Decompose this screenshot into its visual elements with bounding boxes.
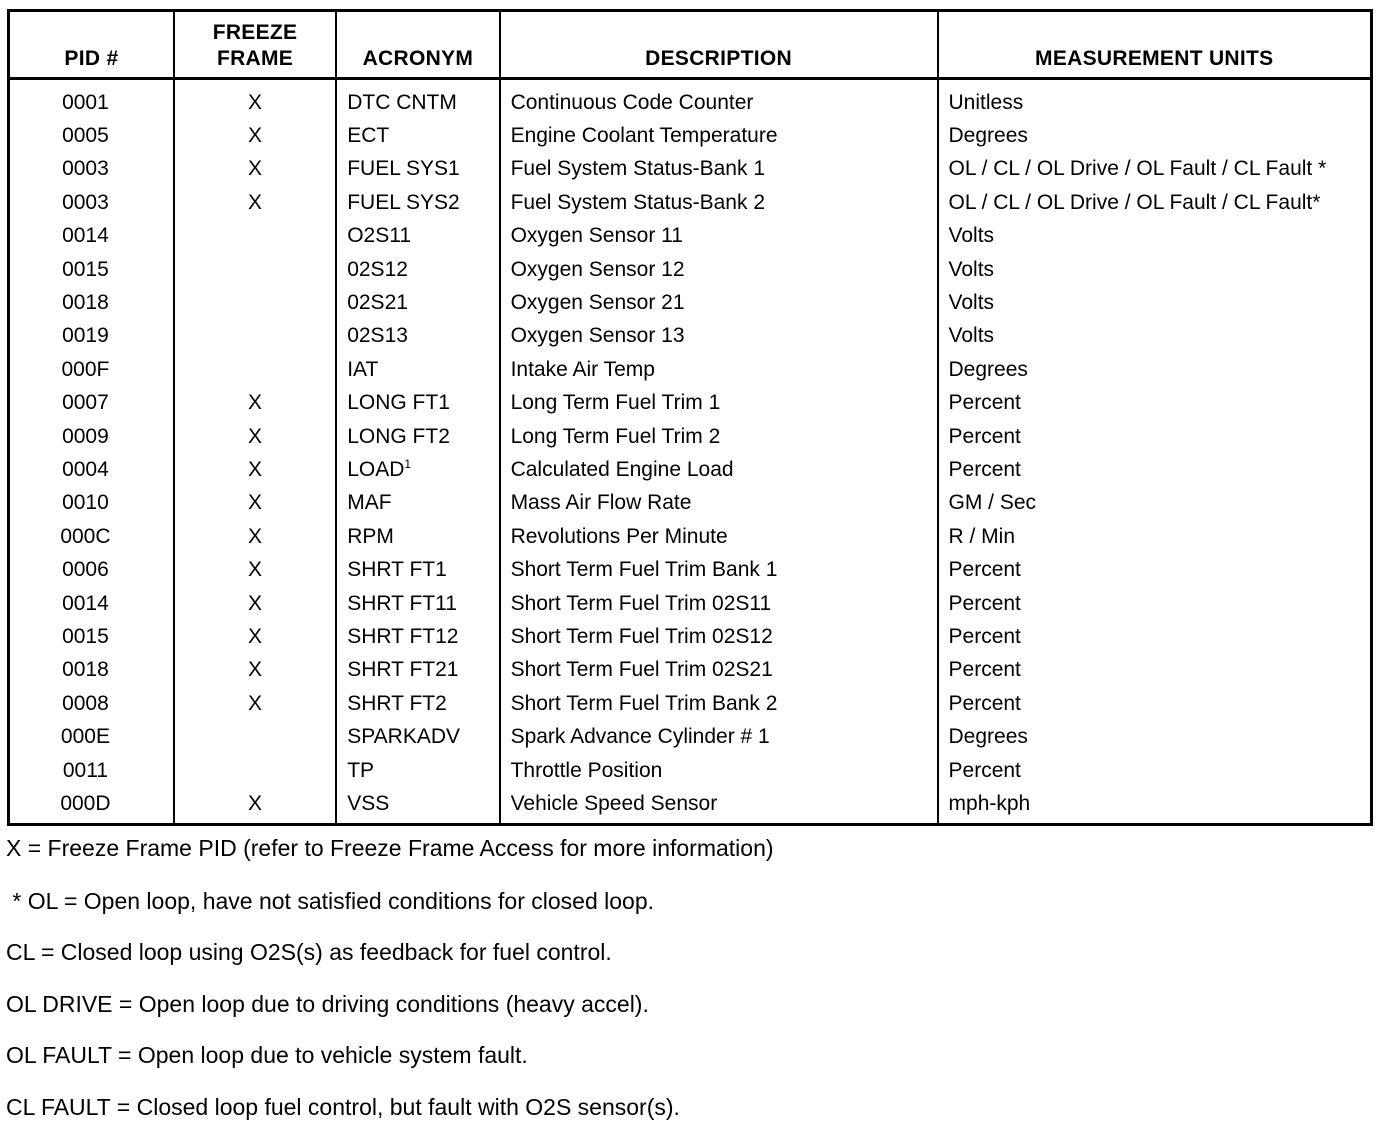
acronym-cell: 02S12 [336,253,499,286]
table-row [9,587,1372,620]
pid-cell: 0018 [62,291,109,315]
pid-cell: 0001 [62,90,109,114]
header-description: DESCRIPTION [500,11,938,79]
description-cell: Long Term Fuel Trim 2 [500,420,938,453]
acronym-cell: SPARKADV [336,720,499,753]
note-ol-drive: OL DRIVE = Open loop due to driving conditions (heavy accel). [6,991,649,1017]
acronym-cell: LONG FT1 [336,387,499,420]
note-ol-fault: OL FAULT = Open loop due to vehicle system fault. [6,1042,528,1068]
pid-cell: 0003 [62,190,109,214]
table-row [9,320,1372,353]
header-pid: PID # [9,11,174,79]
pid-cell: 000F [61,357,110,381]
table-row [9,286,1372,319]
description-cell: Short Term Fuel Trim Bank 2 [500,687,938,720]
description-cell: Short Term Fuel Trim 02S12 [500,620,938,653]
acronym-cell: SHRT FT11 [336,587,499,620]
description-cell: Throttle Position [500,754,938,787]
freeze-frame-cell: X [174,620,336,653]
description-cell: Mass Air Flow Rate [500,487,938,520]
units-cell: Percent [938,387,1372,420]
description-cell: Revolutions Per Minute [500,520,938,553]
freeze-frame-cell [174,286,336,319]
freeze-frame-cell: X [174,420,336,453]
freeze-frame-cell: X [174,119,336,152]
pid-cell: 0018 [62,658,109,682]
acronym-text: LOAD [347,458,405,482]
pid-cell: 0014 [62,224,109,248]
freeze-frame-cell: X [174,787,336,824]
units-cell: OL / CL / OL Drive / OL Fault / CL Fault * [938,153,1372,186]
table-row [9,220,1372,253]
freeze-frame-cell [174,220,336,253]
freeze-frame-cell: X [174,587,336,620]
freeze-frame-cell: X [174,186,336,219]
acronym-footnote: 1 [404,457,412,472]
table-row [9,654,1372,687]
description-cell: Continuous Code Counter [500,79,938,120]
description-cell: Oxygen Sensor 21 [500,286,938,319]
table-row [9,186,1372,219]
pid-cell: 0014 [62,591,109,615]
table-row [9,79,1372,120]
pid-cell: 000D [60,791,111,815]
acronym-cell: TP [336,754,499,787]
pid-cell: 0008 [62,691,109,715]
description-cell: Short Term Fuel Trim 02S11 [500,587,938,620]
freeze-frame-cell [174,754,336,787]
table-row [9,620,1372,653]
acronym-cell [336,453,499,486]
note-cl: CL = Closed loop using O2S(s) as feedback for fuel control. [6,939,612,965]
pid-cell: 0015 [62,257,109,281]
pid-cell: 000C [60,524,111,548]
units-cell: mph-kph [938,787,1372,824]
acronym-cell: VSS [336,787,499,824]
description-cell: Fuel System Status-Bank 2 [500,186,938,219]
freeze-frame-cell: X [174,153,336,186]
table-row [9,687,1372,720]
acronym-cell: 02S13 [336,320,499,353]
table-row [9,720,1372,753]
pid-cell: 0007 [62,391,109,415]
units-cell: Percent [938,620,1372,653]
units-cell: GM / Sec [938,487,1372,520]
description-cell: Long Term Fuel Trim 1 [500,387,938,420]
table-row [9,420,1372,453]
description-cell: Short Term Fuel Trim 02S21 [500,654,938,687]
table-row [9,353,1372,386]
header-row [9,11,1372,79]
units-cell: Percent [938,453,1372,486]
description-cell: Spark Advance Cylinder # 1 [500,720,938,753]
note-ol: * OL = Open loop, have not satisfied conditions for closed loop. [6,888,655,914]
freeze-frame-cell: X [174,654,336,687]
units-cell: Volts [938,320,1372,353]
acronym-cell: DTC CNTM [336,79,499,120]
units-cell: Percent [938,587,1372,620]
units-cell: Degrees [938,119,1372,152]
acronym-cell: SHRT FT1 [336,553,499,586]
units-cell: OL / CL / OL Drive / OL Fault / CL Fault* [938,186,1372,219]
pid-cell: 000E [60,725,110,749]
description-cell: Oxygen Sensor 13 [500,320,938,353]
acronym-cell: SHRT FT2 [336,687,499,720]
description-cell: Engine Coolant Temperature [500,119,938,152]
freeze-frame-cell [174,320,336,353]
units-cell: R / Min [938,520,1372,553]
pid-table [7,9,1373,826]
freeze-frame-cell: X [174,487,336,520]
table-row [9,119,1372,152]
header-freeze-line2: FRAME [216,47,294,70]
header-freeze-line1: FREEZE [212,21,298,44]
units-cell: Percent [938,420,1372,453]
acronym-cell: LONG FT2 [336,420,499,453]
description-cell: Fuel System Status-Bank 1 [500,153,938,186]
pid-cell: 0011 [62,758,109,782]
description-cell: Short Term Fuel Trim Bank 1 [500,553,938,586]
acronym-cell: 02S21 [336,286,499,319]
table-row [9,487,1372,520]
acronym-cell: SHRT FT12 [336,620,499,653]
units-cell: Volts [938,253,1372,286]
freeze-frame-cell: X [174,453,336,486]
note-cl-fault: CL FAULT = Closed loop fuel control, but fault with O2S sensor(s). [6,1094,680,1120]
freeze-frame-cell: X [174,79,336,120]
units-cell: Percent [938,754,1372,787]
units-cell: Degrees [938,353,1372,386]
units-cell: Volts [938,286,1372,319]
table-row [9,253,1372,286]
acronym-cell: O2S11 [336,220,499,253]
table-row [9,787,1372,824]
table-row [9,754,1372,787]
acronym-cell: RPM [336,520,499,553]
freeze-frame-cell: X [174,387,336,420]
pid-cell: 0006 [62,558,109,582]
acronym-cell: FUEL SYS1 [336,153,499,186]
units-cell: Degrees [938,720,1372,753]
units-cell: Percent [938,553,1372,586]
freeze-frame-cell: X [174,520,336,553]
freeze-frame-cell [174,253,336,286]
units-cell: Unitless [938,79,1372,120]
acronym-cell: IAT [336,353,499,386]
header-acronym: ACRONYM [336,11,499,79]
pid-cell: 0010 [62,491,109,515]
description-cell: Vehicle Speed Sensor [500,787,938,824]
header-measurement-units: MEASUREMENT UNITS [938,11,1372,79]
freeze-frame-cell: X [174,687,336,720]
description-cell: Oxygen Sensor 11 [500,220,938,253]
freeze-frame-cell [174,720,336,753]
header-freeze-frame [174,11,336,79]
description-cell: Intake Air Temp [500,353,938,386]
pid-cell: 0015 [62,624,109,648]
units-cell: Volts [938,220,1372,253]
table-row [9,553,1372,586]
table-body [9,79,1372,825]
description-cell: Calculated Engine Load [500,453,938,486]
table-row [9,520,1372,553]
pid-cell: 0005 [62,124,109,148]
pid-cell: 0004 [62,457,109,481]
acronym-cell: SHRT FT21 [336,654,499,687]
note-freeze-frame: X = Freeze Frame PID (refer to Freeze Frame Access for more information) [6,835,774,861]
table-row [9,153,1372,186]
pid-cell: 0003 [62,157,109,181]
acronym-cell: FUEL SYS2 [336,186,499,219]
pid-cell: 0009 [62,424,109,448]
freeze-frame-cell [174,353,336,386]
table-row [9,387,1372,420]
units-cell: Percent [938,687,1372,720]
description-cell: Oxygen Sensor 12 [500,253,938,286]
pid-cell: 0019 [62,324,109,348]
units-cell: Percent [938,654,1372,687]
table-row [9,453,1372,486]
acronym-cell: MAF [336,487,499,520]
acronym-cell: ECT [336,119,499,152]
freeze-frame-cell: X [174,553,336,586]
